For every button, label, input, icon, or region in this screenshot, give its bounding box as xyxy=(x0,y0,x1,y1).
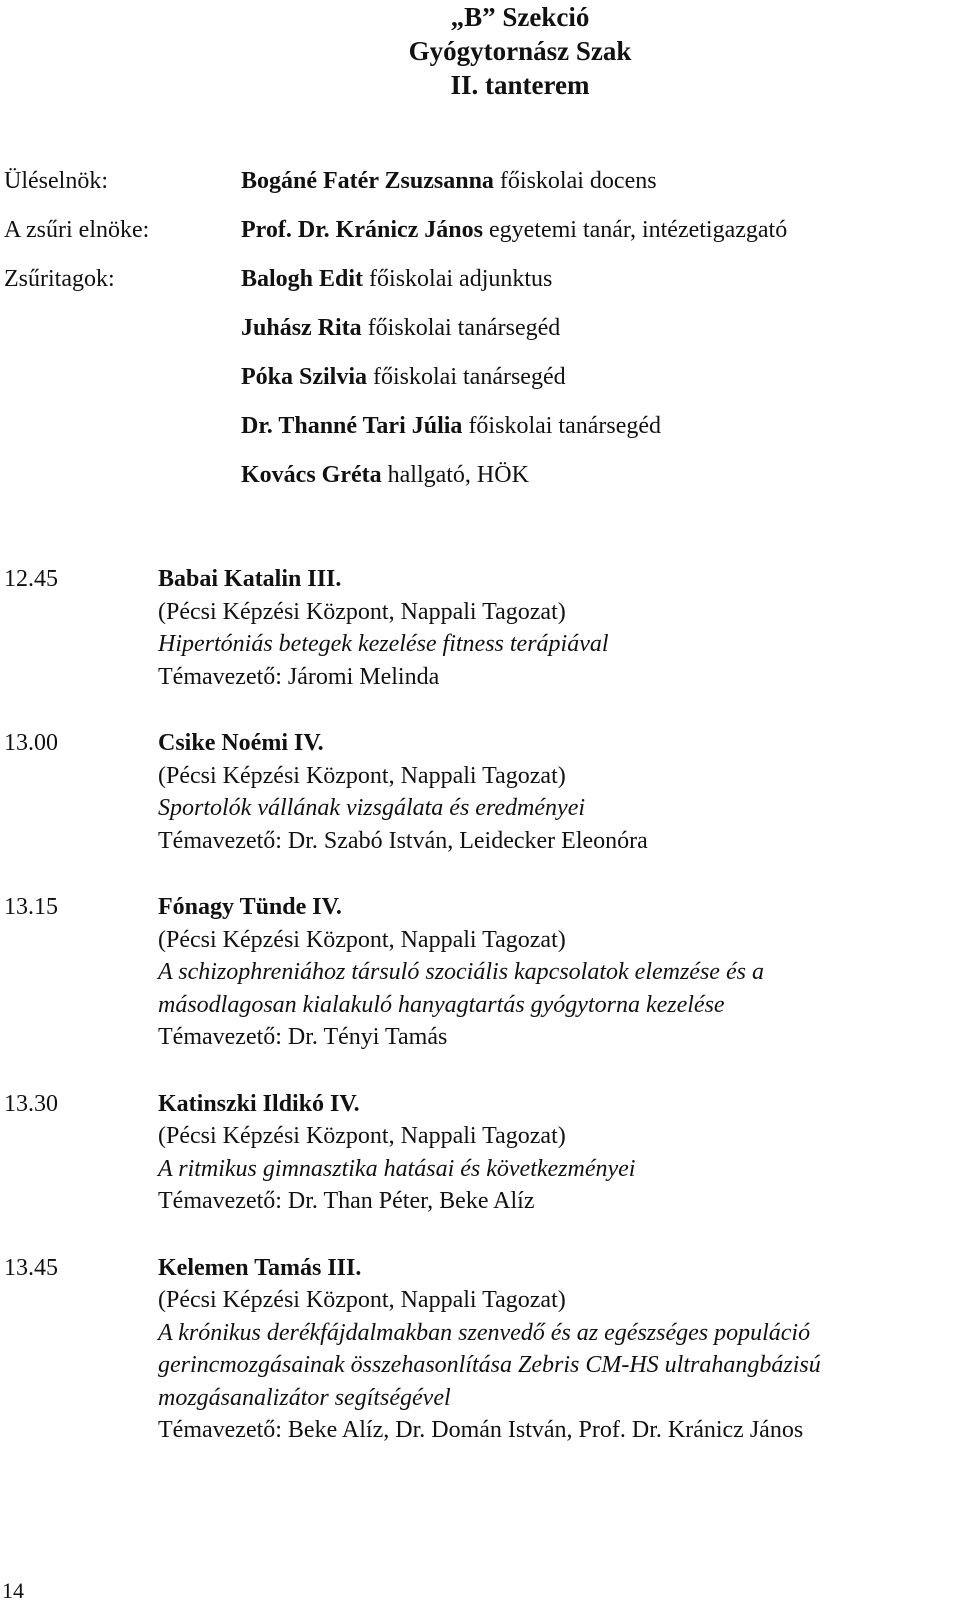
committee-row xyxy=(4,264,934,313)
committee-person xyxy=(241,460,529,490)
presentation-title-line: A ritmikus gimnasztika hatásai és következményei xyxy=(158,1155,636,1182)
presentation-time: 13.00 xyxy=(4,730,58,756)
committee-person-name: Póka Szilvia xyxy=(241,364,368,390)
committee-person-name: Dr. Thanné Tari Júlia xyxy=(241,413,463,439)
committee-person-title: főiskolai tanársegéd xyxy=(361,315,561,341)
presentation-supervisor: Témavezető: Dr. Szabó István, Leidecker Eleonóra xyxy=(158,827,648,854)
presentation-details xyxy=(158,1252,944,1447)
presenter-institution: (Pécsi Képzési Központ, Nappali Tagozat) xyxy=(158,1287,566,1313)
presenter-name: Fónagy Tünde IV. xyxy=(158,894,342,920)
presentation-time: 13.15 xyxy=(4,894,58,920)
committee-person xyxy=(241,313,560,343)
presentation-title-line: Hipertóniás betegek kezelése fitness terápiával xyxy=(158,631,609,657)
committee-person-title: hallgató, HÖK xyxy=(381,462,529,488)
committee-person xyxy=(241,264,552,294)
presentation-entry xyxy=(4,891,944,1054)
committee-person-name: Balogh Edit xyxy=(241,266,364,292)
presenter-name: Katinszki Ildikó IV. xyxy=(158,1090,360,1117)
committee-role: Üléselnök: xyxy=(4,168,108,194)
committee-role: A zsűri elnöke: xyxy=(4,217,150,243)
committee-person xyxy=(241,166,657,196)
committee-row xyxy=(4,313,934,362)
committee-row xyxy=(4,460,934,509)
committee-row xyxy=(4,411,934,460)
presenter-institution: (Pécsi Képzési Központ, Nappali Tagozat) xyxy=(158,762,566,789)
committee-row xyxy=(4,362,934,411)
presentation-entry xyxy=(4,1088,944,1218)
committee-person xyxy=(241,362,566,392)
committee-person xyxy=(241,215,787,245)
room-name: II. tanterem xyxy=(450,70,590,100)
committee-person-title: főiskolai docens xyxy=(493,168,657,194)
presentation-time: 13.45 xyxy=(4,1254,58,1281)
committee-person-name: Kovács Gréta xyxy=(241,462,382,488)
committee-list xyxy=(4,166,934,509)
presenter-name: Kelemen Tamás III. xyxy=(158,1254,362,1281)
presentation-details xyxy=(158,1088,944,1218)
section-header xyxy=(0,0,960,102)
committee-row xyxy=(4,166,934,215)
program-name: Gyógytornász Szak xyxy=(408,36,632,66)
presenter-name: Csike Noémi IV. xyxy=(158,730,324,756)
committee-person-title: egyetemi tanár, intézetigazgató xyxy=(482,217,788,243)
presentation-supervisor: Témavezető: Járomi Melinda xyxy=(158,663,440,690)
presentation-title-line: A schizophreniához társuló szociális kapcsolatok elemzése és a xyxy=(158,959,764,985)
committee-role: Zsűritagok: xyxy=(4,266,115,292)
committee-person-name: Bogáné Fatér Zsuzsanna xyxy=(241,168,494,194)
section-name: „B” Szekció xyxy=(450,2,590,32)
presentation-title-line: A krónikus derékfájdalmakban szenvedő és az egészséges populáció xyxy=(158,1319,811,1346)
presenter-institution: (Pécsi Képzési Központ, Nappali Tagozat) xyxy=(158,926,566,953)
presentation-supervisor: Témavezető: Dr. Than Péter, Beke Alíz xyxy=(158,1188,535,1214)
presentation-title-line: másodlagosan kialakuló hanyagtartás gyógytorna kezelése xyxy=(158,991,725,1018)
committee-person-name: Prof. Dr. Kránicz János xyxy=(241,217,483,243)
presenter-institution: (Pécsi Képzési Központ, Nappali Tagozat) xyxy=(158,1123,566,1149)
committee-person-title: főiskolai tanársegéd xyxy=(462,413,662,439)
presenter-institution: (Pécsi Képzési Központ, Nappali Tagozat) xyxy=(158,598,566,625)
presentation-entry xyxy=(4,1252,944,1447)
presentation-title-line: mozgásanalizátor segítségével xyxy=(158,1384,451,1411)
committee-person xyxy=(241,411,661,441)
presentation-details xyxy=(158,891,944,1054)
presentation-details xyxy=(158,727,944,857)
presentation-supervisor: Témavezető: Dr. Tényi Tamás xyxy=(158,1024,448,1050)
page-number: 14 xyxy=(2,1578,24,1603)
committee-person-name: Juhász Rita xyxy=(241,315,362,341)
presentation-entry xyxy=(4,727,944,857)
presenter-name: Babai Katalin III. xyxy=(158,566,342,592)
presentation-title-line: gerincmozgásainak összehasonlítása Zebris CM-HS ultrahangbázisú xyxy=(158,1352,821,1378)
presentation-entry xyxy=(4,563,944,693)
committee-person-title: főiskolai tanársegéd xyxy=(367,364,566,390)
committee-person-title: főiskolai adjunktus xyxy=(363,266,553,292)
presentation-schedule xyxy=(4,563,944,1481)
presentation-supervisor: Témavezető: Beke Alíz, Dr. Domán István, Prof. Dr. Kránicz János xyxy=(158,1417,804,1443)
presentation-time: 12.45 xyxy=(4,566,58,592)
presentation-details xyxy=(158,563,944,693)
presentation-time: 13.30 xyxy=(4,1090,58,1117)
committee-row xyxy=(4,215,934,264)
presentation-title-line: Sportolók vállának vizsgálata és eredményei xyxy=(158,795,586,821)
